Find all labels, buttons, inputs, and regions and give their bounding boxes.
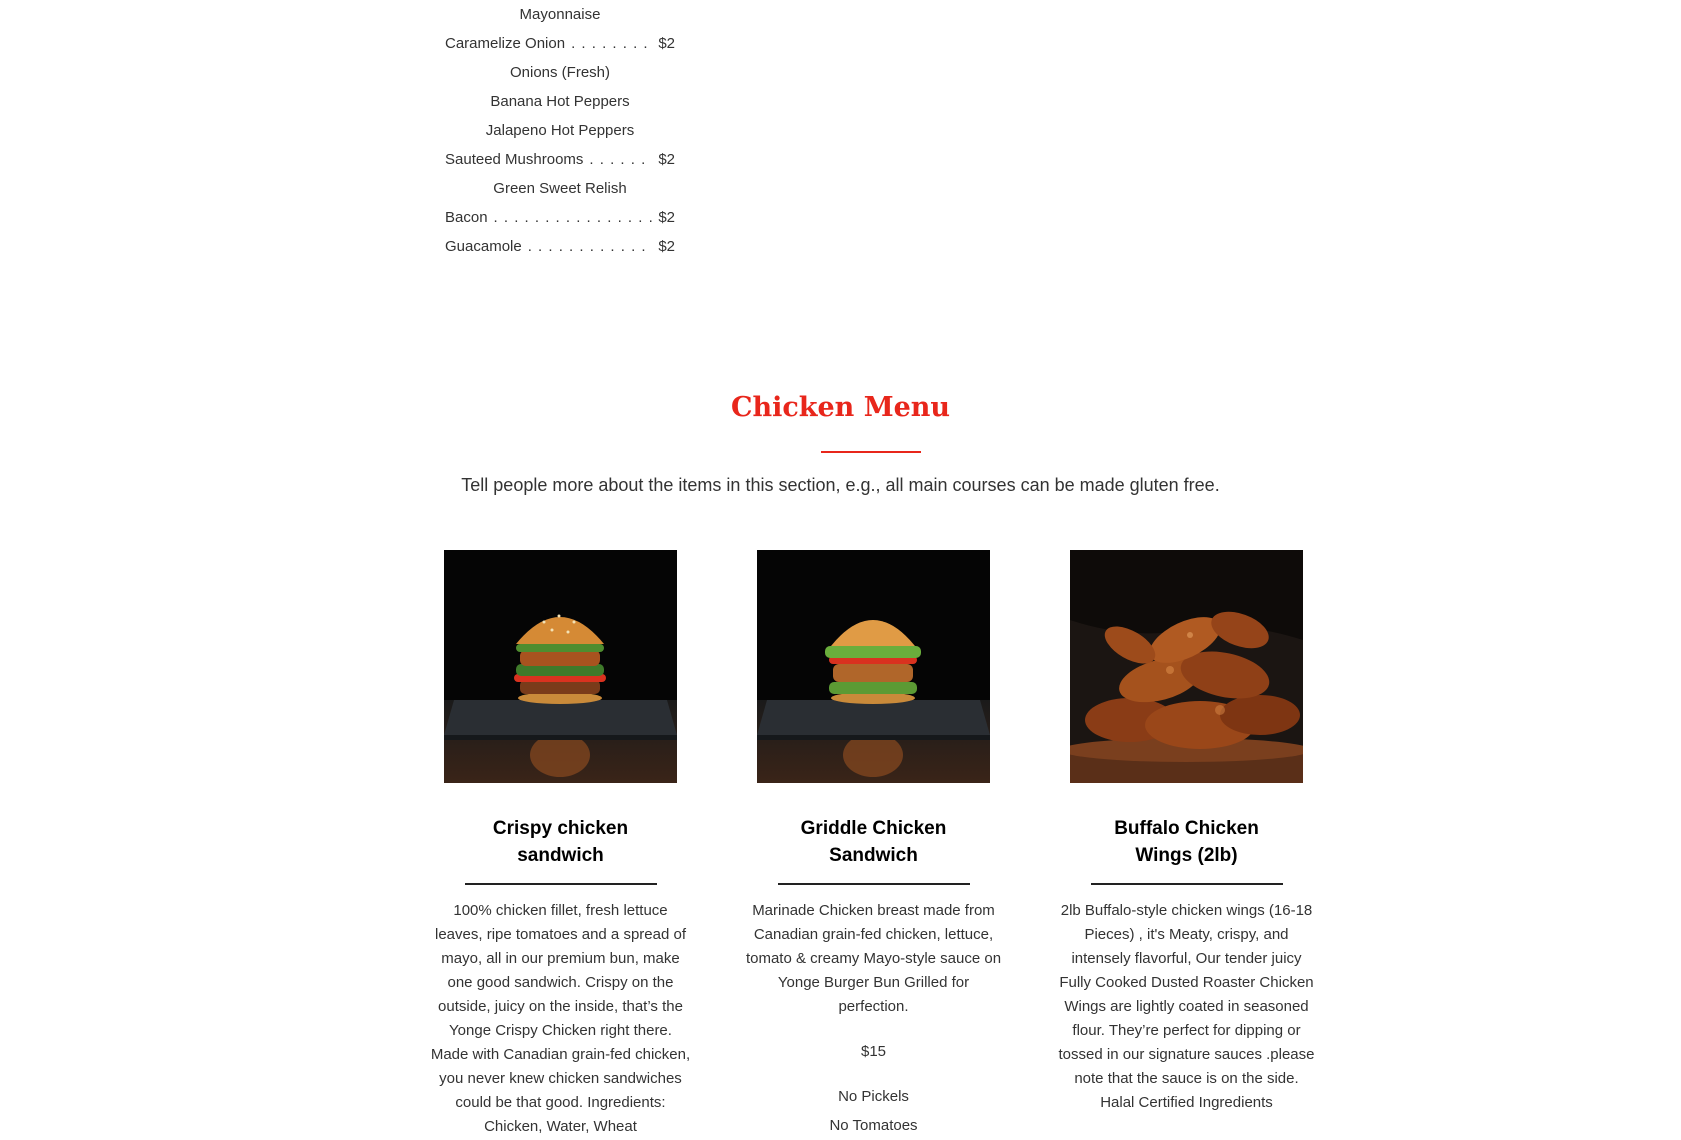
item-name-underline bbox=[465, 883, 657, 885]
item-description: Marinade Chicken breast made from Canadian grain-fed chicken, lettuce, tomato & creamy Mayo-style sauce on Yonge Burger Bun Grilled for perfection. bbox=[745, 902, 1002, 1015]
griddle-chicken-burger-photo bbox=[757, 550, 990, 783]
topping-row bbox=[445, 29, 675, 58]
chicken-wings-image-icon bbox=[1070, 550, 1303, 783]
topping-name: Mayonnaise bbox=[519, 6, 601, 23]
topping-name: Banana Hot Peppers bbox=[490, 93, 630, 110]
topping-row bbox=[445, 0, 675, 29]
dot-leader bbox=[571, 29, 652, 58]
topping-name: Guacamole bbox=[445, 238, 522, 255]
topping-name: Jalapeno Hot Peppers bbox=[485, 122, 635, 139]
item-options bbox=[741, 1082, 1006, 1140]
menu-item-card bbox=[1054, 550, 1319, 1115]
topping-row bbox=[445, 87, 675, 116]
menu-item-card bbox=[741, 550, 1006, 1140]
item-name: Crispy chicken sandwich bbox=[492, 818, 629, 866]
item-option: No Tomatoes bbox=[829, 1117, 918, 1134]
dot-leader bbox=[494, 203, 653, 232]
item-name-underline bbox=[1091, 883, 1283, 885]
item-option: No Pickels bbox=[838, 1088, 909, 1105]
topping-price: $2 bbox=[658, 238, 675, 255]
item-name: Buffalo Chicken Wings (2lb) bbox=[1114, 818, 1259, 866]
section-title-underline bbox=[821, 451, 921, 453]
topping-row bbox=[445, 203, 675, 232]
dot-leader bbox=[528, 232, 653, 261]
item-description: 2lb Buffalo-style chicken wings (16-18 Pieces) , it's Meaty, crispy, and intensely flavorful, Our tender juicy Fully Cooked Dusted Roaster Chicken Wings are lightly coated in seasoned flour. They’re perfect for dipping or tossed in our signature sauces .please note that the sauce is on the side. Halal Certified Ingredients bbox=[1058, 902, 1315, 1111]
topping-row bbox=[445, 145, 675, 174]
topping-row bbox=[445, 232, 675, 261]
crispy-chicken-burger-photo bbox=[444, 550, 677, 783]
topping-name: Onions (Fresh) bbox=[509, 64, 611, 81]
topping-row bbox=[445, 116, 675, 145]
burger-image-icon bbox=[444, 550, 677, 783]
topping-name: Caramelize Onion bbox=[445, 35, 566, 52]
item-name: Griddle Chicken Sandwich bbox=[800, 818, 947, 866]
item-name-underline bbox=[778, 883, 970, 885]
topping-name: Sauteed Mushrooms bbox=[445, 151, 584, 168]
item-description: 100% chicken fillet, fresh lettuce leaves, ripe tomatoes and a spread of mayo, all in our premium bun, make one good sandwich. Crispy on the outside, juicy on the inside, that’s the Yonge Crispy Chicken right there. Made with Canadian grain-fed chicken, you never knew chicken sandwiches could be that good. Ingredients: Chicken, Water, Wheat bbox=[430, 902, 691, 1135]
section-subtitle: Tell people more about the items in this section, e.g., all main courses can be made gluten free. bbox=[461, 475, 1220, 495]
topping-price: $2 bbox=[658, 151, 675, 168]
dot-leader bbox=[589, 145, 652, 174]
topping-row bbox=[445, 58, 675, 87]
topping-row bbox=[445, 174, 675, 203]
section-title: Chicken Menu bbox=[730, 392, 951, 423]
burger-image-icon bbox=[757, 550, 990, 783]
topping-price: $2 bbox=[658, 209, 675, 226]
menu-item-card bbox=[428, 550, 693, 1139]
topping-name: Bacon bbox=[445, 209, 488, 226]
item-price: $15 bbox=[860, 1043, 887, 1060]
topping-name: Green Sweet Relish bbox=[493, 180, 627, 197]
chicken-wings-photo bbox=[1070, 550, 1303, 783]
toppings-list bbox=[445, 0, 675, 261]
topping-price: $2 bbox=[658, 35, 675, 52]
